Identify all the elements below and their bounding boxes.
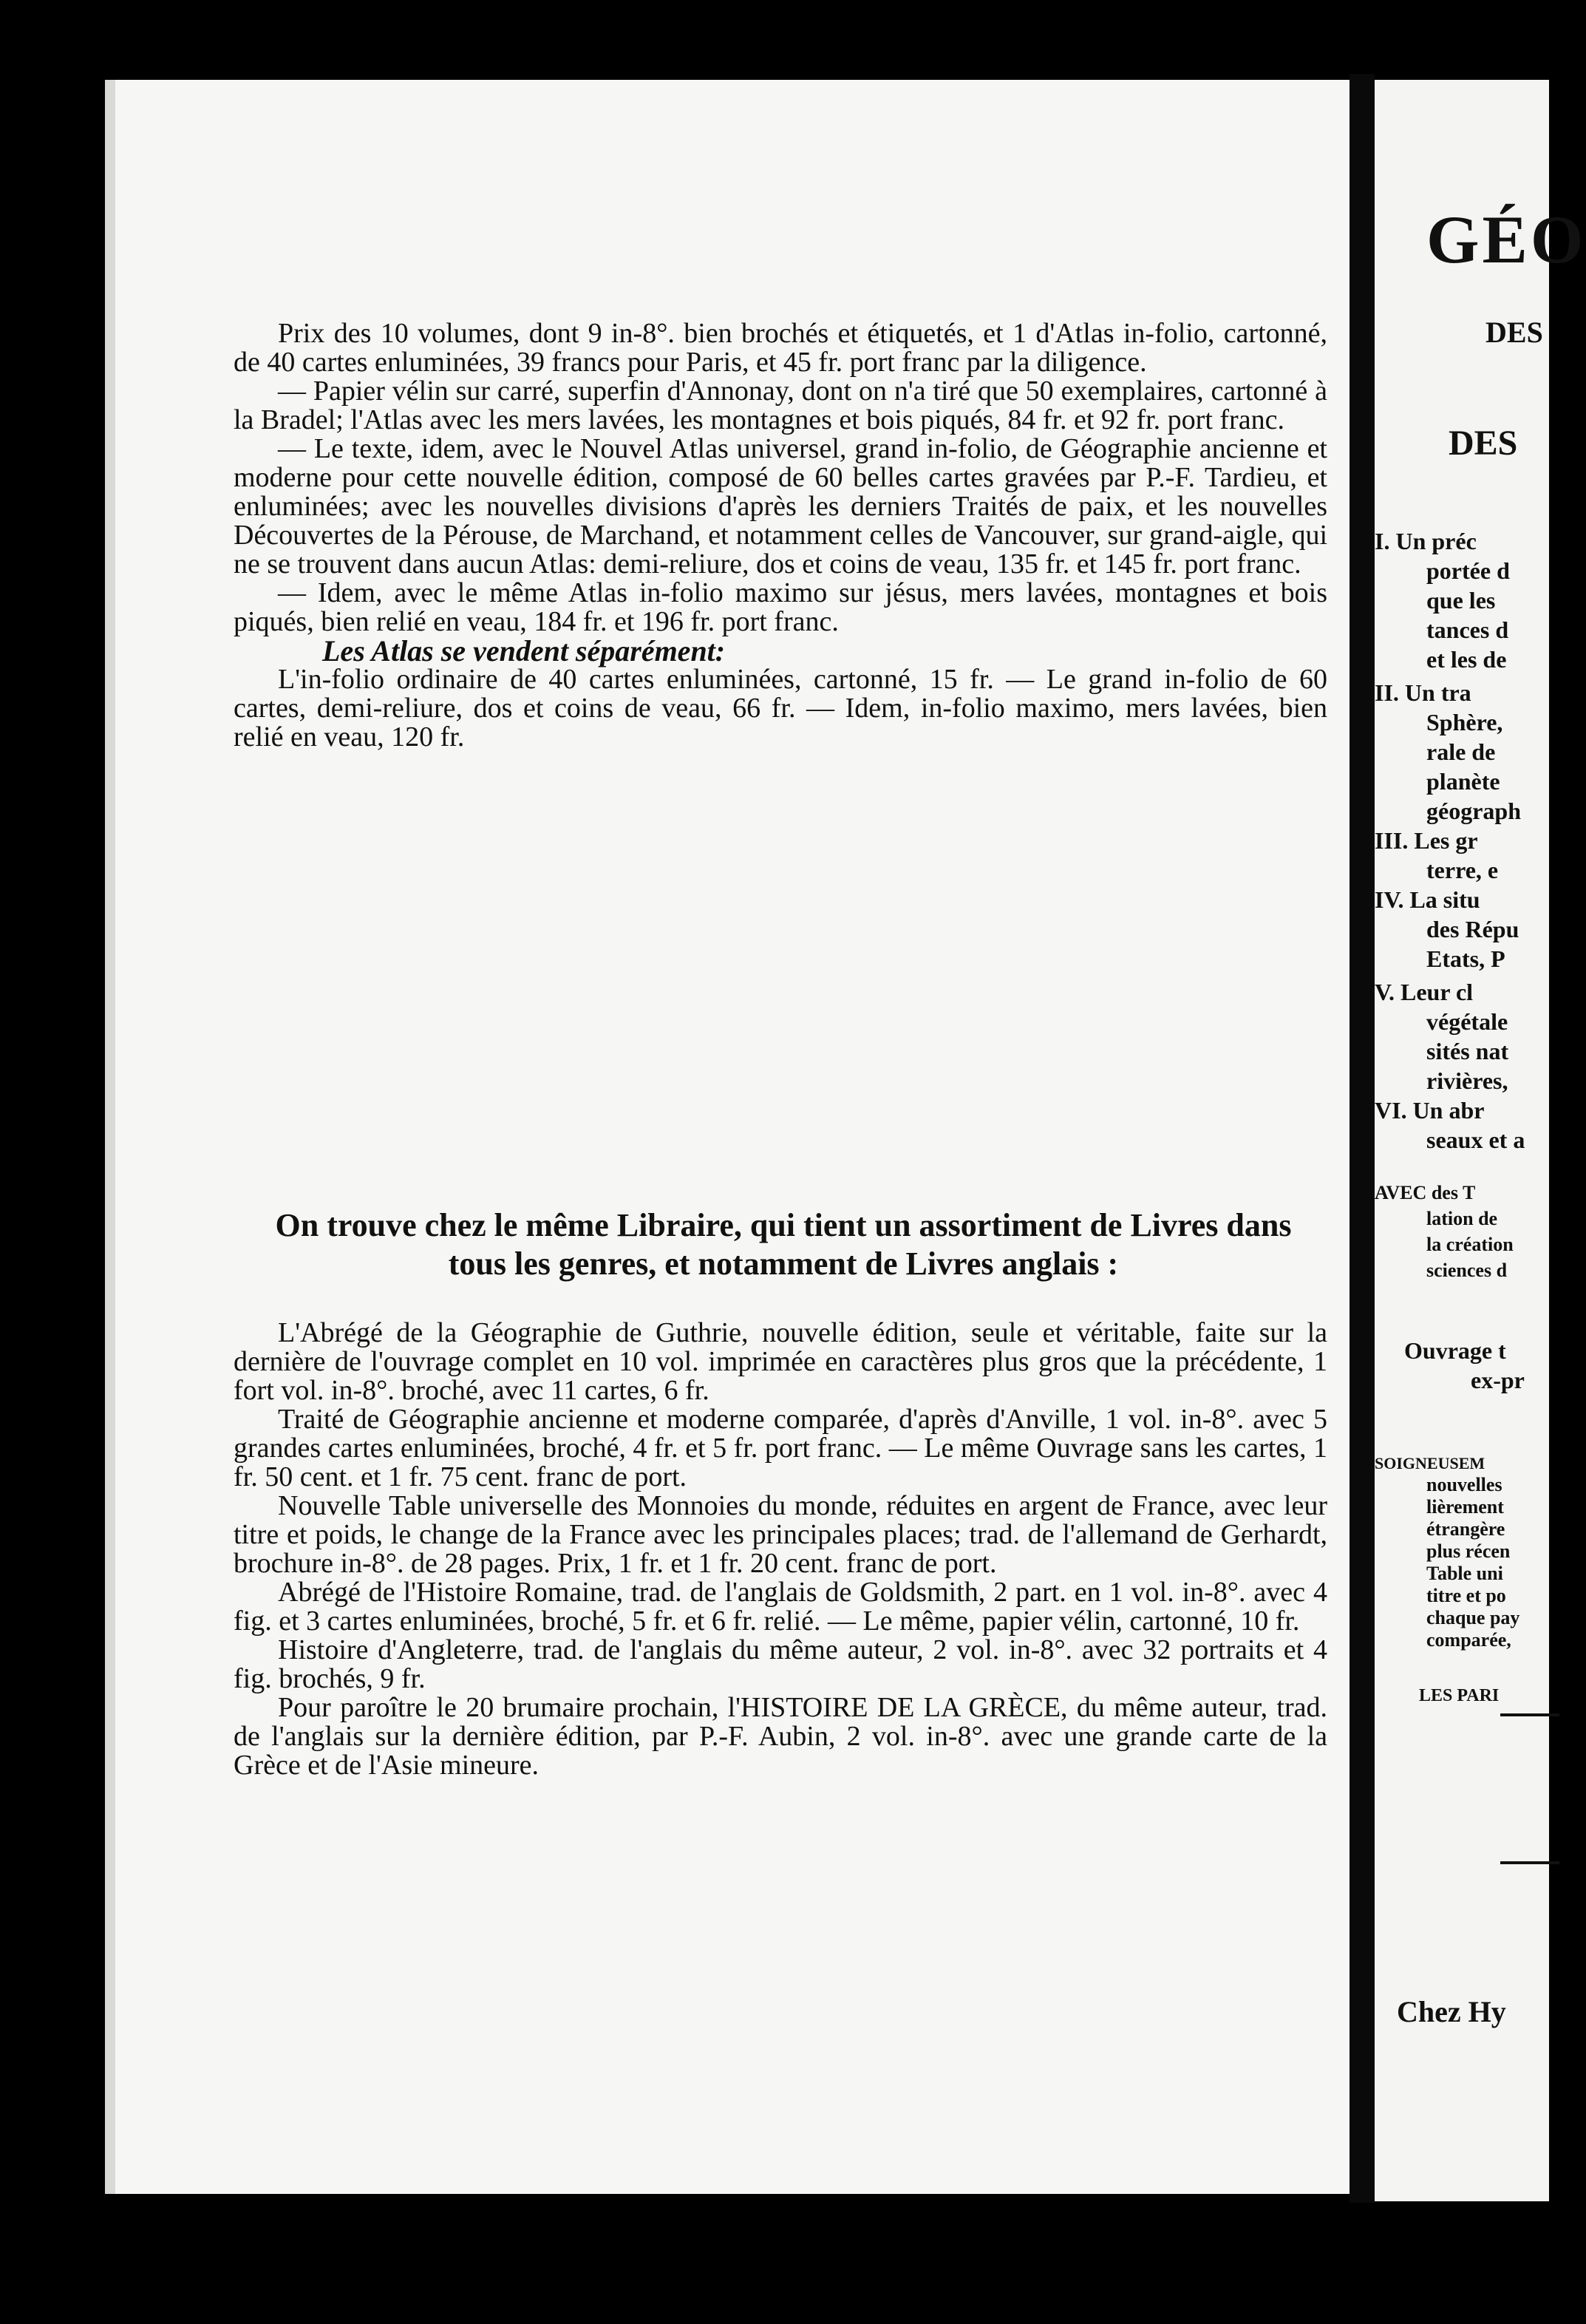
- right-page-line: AVEC des T: [1375, 1182, 1476, 1204]
- right-page-line: II. Un tra: [1375, 679, 1471, 707]
- right-page-line: Table uni: [1426, 1563, 1503, 1585]
- catalogue-entry: Pour paroître le 20 brumaire prochain, l'HISTOIRE DE LA GRÈCE, du même auteur, trad. de l'anglais sur la dernière édition, par P.-F. Aubin, 2 vol. in-8°. avec une grande carte de la Grèce et de l'Asie mineure.: [234, 1692, 1327, 1781]
- right-page-line: ex-pr: [1471, 1367, 1525, 1394]
- price-paragraph: — Le texte, idem, avec le Nouvel Atlas universel, grand in-folio, de Géographie ancienne et moderne pour cette nouvelle édition, composé de 60 belles cartes gravées par P.-F. Tardieu, et enluminées; avec les nouvelles divisions d'après les derniers Traités de paix, et les nouvelles Découvertes de la Pérouse, de Marchand, et notamment celles de Vancouver, sur grand-aigle, qui ne se trouvent dans aucun Atlas: demi-reliure, dos et coins de veau, 135 fr. et 145 fr. port franc.: [234, 433, 1327, 580]
- right-page-line: V. Leur cl: [1375, 979, 1474, 1006]
- catalogue-section: [234, 1319, 1327, 1780]
- right-page-line: I. Un préc: [1375, 528, 1477, 555]
- right-page: [1375, 80, 1586, 2201]
- right-page-line: Sphère,: [1426, 709, 1503, 736]
- right-page-line: que les: [1426, 587, 1496, 614]
- catalogue-entry: Nouvelle Table universelle des Monnoies du monde, réduites en argent de France, avec leur titre et poids, le change de la France avec les principales places; trad. de l'allemand de Gerhardt, brochure in-8°. de 28 pages. Prix, 1 fr. et 1 fr. 20 cent. franc de port.: [234, 1490, 1327, 1579]
- right-page-line: IV. La situ: [1375, 886, 1480, 914]
- right-page-line: titre et po: [1426, 1585, 1506, 1607]
- right-page-line: Chez Hy: [1397, 1995, 1506, 2028]
- catalogue-entry: Traité de Géographie ancienne et moderne comparée, d'après d'Anville, 1 vol. in-8°. avec 5 grandes cartes enluminées, broché, 4 fr. et 5 fr. port franc. — Le même Ouvrage sans les cartes, 1 fr. 50 cent. et 1 fr. 75 cent. franc de port.: [234, 1404, 1327, 1492]
- right-page-line: SOIGNEUSEM: [1375, 1454, 1485, 1473]
- right-page-line: comparée,: [1426, 1629, 1511, 1651]
- right-page-line: la création: [1426, 1234, 1514, 1256]
- atlas-subheading: Les Atlas se vendent séparément:: [322, 634, 726, 667]
- catalogue-entry: Histoire d'Angleterre, trad. de l'anglais du même auteur, 2 vol. in-8°. avec 32 portraits et 4 fig. brochés, 9 fr.: [234, 1634, 1327, 1694]
- right-page-line: sités nat: [1426, 1038, 1509, 1065]
- right-page-line: étrangère: [1426, 1518, 1505, 1540]
- price-paragraph: Prix des 10 volumes, dont 9 in-8°. bien brochés et étiquetés, et 1 d'Atlas in-folio, cartonné, de 40 cartes enluminées, 39 francs pour Paris, et 45 fr. port franc par la diligence.: [234, 318, 1327, 378]
- page-gutter: [1350, 74, 1375, 2203]
- right-page-line: des Répu: [1426, 916, 1519, 943]
- right-page-line: rivières,: [1426, 1067, 1508, 1095]
- right-page-line: LES PARI: [1419, 1685, 1500, 1705]
- right-page-line: rale de: [1426, 738, 1496, 766]
- rule-line: [1500, 1861, 1559, 1864]
- right-page-line: Etats, P: [1426, 945, 1505, 973]
- right-page-line: planète: [1426, 768, 1500, 795]
- right-page-line: plus récen: [1426, 1540, 1511, 1563]
- right-page-line: et les de: [1426, 646, 1507, 673]
- right-page-line: DES: [1449, 423, 1518, 463]
- price-paragraph: — Idem, avec le même Atlas in-folio maximo sur jésus, mers lavées, montagnes et bois piqués, bien relié en veau, 184 fr. et 196 fr. port franc.: [234, 577, 1327, 637]
- right-page-line: seaux et a: [1426, 1127, 1525, 1154]
- right-page-line: DES: [1485, 316, 1543, 349]
- right-page-line: III. Les gr: [1375, 827, 1478, 854]
- catalogue-entry: Abrégé de l'Histoire Romaine, trad. de l'anglais de Goldsmith, 2 part. en 1 vol. in-8°. avec 4 fig. et 3 cartes enluminées, broché, 5 fr. et 6 fr. relié. — Le même, papier vélin, cartonné, 10 fr.: [234, 1577, 1327, 1637]
- right-page-line: terre, e: [1426, 857, 1499, 884]
- right-page-line: chaque pay: [1426, 1607, 1520, 1629]
- bookseller-notice: On trouve chez le même Libraire, qui tient un assortiment de Livres dans tous les genres, et notamment de Livres anglais :: [275, 1207, 1292, 1282]
- price-paragraph: — Papier vélin sur carré, superfin d'Annonay, dont on n'a tiré que 50 exemplaires, cartonné à la Bradel; l'Atlas avec les mers lavées, les montagnes et bois piqués, 84 fr. et 92 fr. port franc.: [234, 376, 1327, 435]
- price-paragraph: L'in-folio ordinaire de 40 cartes enluminées, cartonné, 15 fr. — Le grand in-folio de 60 cartes, demi-reliure, dos et coins de veau, 66 fr. — Idem, in-folio maximo, mers lavées, bien relié en veau, 120 fr.: [234, 664, 1327, 752]
- catalogue-entry: L'Abrégé de la Géographie de Guthrie, nouvelle édition, seule et véritable, faite sur la dernière de l'ouvrage complet en 10 vol. imprimée en caractères plus gros que la précédente, 1 fort vol. in-8°. broché, avec 11 cartes, 6 fr.: [234, 1317, 1327, 1406]
- right-page-line: GÉO: [1426, 202, 1586, 278]
- right-page-line: nouvelles: [1426, 1474, 1502, 1496]
- right-page-line: végétale: [1426, 1008, 1508, 1036]
- right-page-line: lièrement: [1426, 1496, 1504, 1518]
- right-page-line: VI. Un abr: [1375, 1097, 1485, 1124]
- prices-section: [234, 319, 1327, 752]
- right-page-line: portée d: [1426, 557, 1510, 585]
- rule-line: [1500, 1713, 1559, 1716]
- right-page-line: Ouvrage t: [1404, 1337, 1506, 1365]
- right-page-line: géograph: [1426, 798, 1521, 825]
- right-page-line: lation de: [1426, 1208, 1498, 1230]
- right-page-line: sciences d: [1426, 1260, 1508, 1282]
- right-page-line: tances d: [1426, 616, 1509, 644]
